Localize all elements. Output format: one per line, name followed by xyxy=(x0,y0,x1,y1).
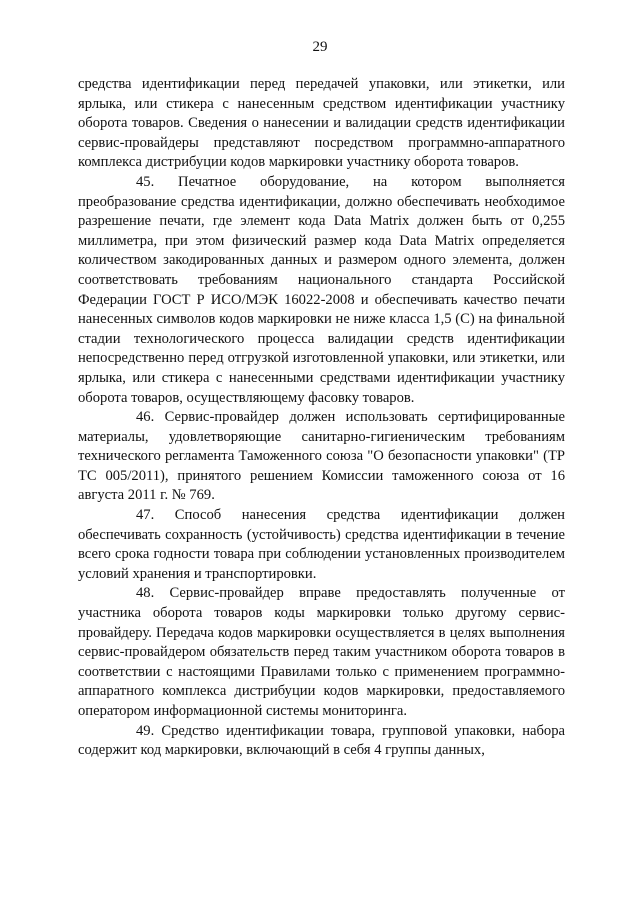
paragraph-continuation: средства идентификации перед передачей упаковки, или этикетки, или ярлыка, или стикера с нанесенным средством идентификации участнику оборота товаров. Сведения о нанесении и валидации средств идентификации сервис-провайдеры представляют посредством программно-аппаратного комплекса дистрибуции кодов маркировки участнику оборота товаров. xyxy=(78,76,565,171)
page-number: 29 xyxy=(312,39,328,55)
paragraph-47: 47. Способ нанесения средства идентификации должен обеспечивать сохранность (устойчивость) средства идентификации в течение всего срока годности товара при соблюдении установленных производителем условий хранения и транспортировки. xyxy=(78,507,565,582)
document-body xyxy=(78,75,565,761)
paragraph-45: 45. Печатное оборудование, на котором выполняется преобразование средства идентификации, должно обеспечивать необходимое разрешение печати, где элемент кода Data Matrix должен быть от 0,255 миллиметра, при этом физический размер кода Data Matrix определяется количеством закодированных данных и размером одного элемента, должен соответствовать требованиям национального стандарта Российской Федерации ГОСТ Р ИСО/МЭК 16022-2008 и обеспечивать качество печати нанесенных символов кодов маркировки не ниже класса 1,5 (C) на финальной стадии технологического процесса валидации средств идентификации непосредственно перед отгрузкой изготовленной упаковки, или этикетки, или ярлыка, или стикера с нанесенными средствами идентификации участнику оборота товаров, осуществляющему фасовку товаров. xyxy=(78,173,565,406)
paragraph-46: 46. Сервис-провайдер должен использовать сертифицированные материалы, удовлетворяющие санитарно-гигиеническим требованиям технического регламента Таможенного союза "О безопасности упаковки" (ТР ТС 005/2011), принятого решением Комиссии таможенного союза от 16 августа 2011 г. № 769. xyxy=(78,409,565,504)
paragraph-49: 49. Средство идентификации товара, групповой упаковки, набора содержит код маркировки, включающий в себя 4 группы данных, xyxy=(78,722,565,759)
paragraph-48: 48. Сервис-провайдер вправе предоставлять полученные от участника оборота товаров коды маркировки только другому сервис-провайдеру. Передача кодов маркировки осуществляется в целях выполнения сервис-провайдером обязательств перед таким участником оборота товаров в соответствии с настоящими Правилами только с применением программно-аппаратного комплекса дистрибуции кодов маркировки, предоставляемого оператором информационной системы мониторинга. xyxy=(78,585,565,719)
